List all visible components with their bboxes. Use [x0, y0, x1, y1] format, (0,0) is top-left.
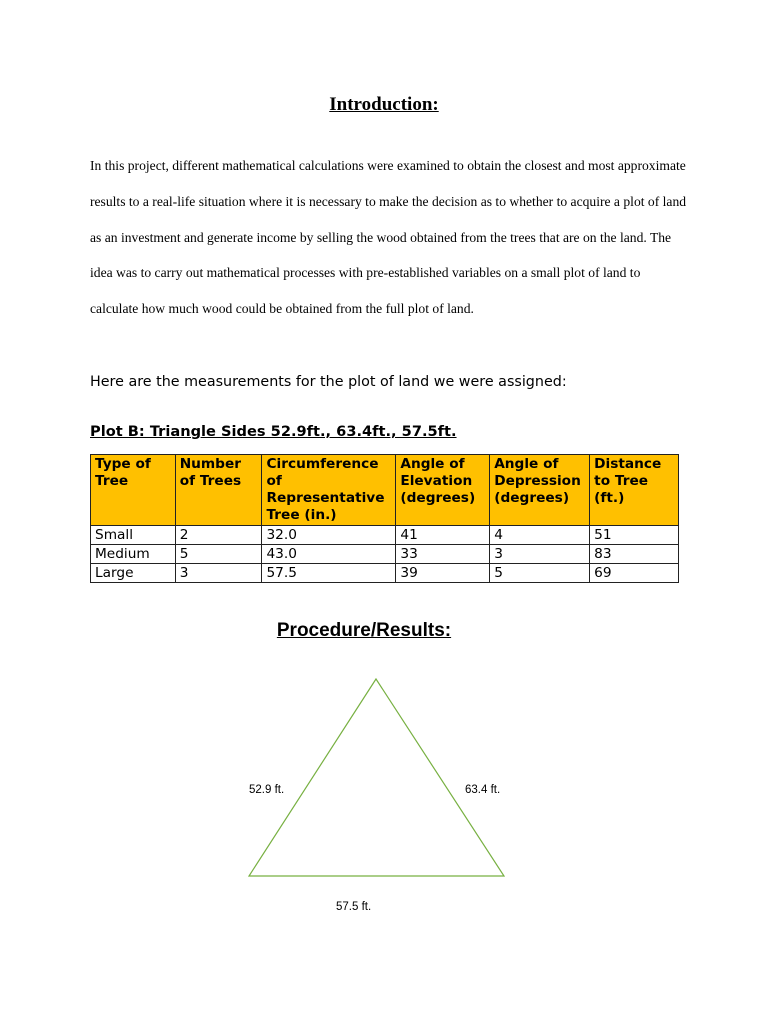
table-cell: 33: [396, 545, 490, 564]
table-cell: 41: [396, 526, 490, 545]
header-type-of-tree: Type of Tree: [91, 455, 176, 526]
table-cell: 5: [175, 545, 262, 564]
measurements-intro: Here are the measurements for the plot of land we were assigned:: [90, 374, 567, 390]
table-cell: 83: [590, 545, 679, 564]
table-cell: Large: [91, 564, 176, 583]
header-number-of-trees: Number of Trees: [175, 455, 262, 526]
plot-title: Plot B: Triangle Sides 52.9ft., 63.4ft., 57.5ft.: [90, 423, 457, 440]
table-cell: 4: [490, 526, 590, 545]
header-angle-of-elevation: Angle of Elevation (degrees): [396, 455, 490, 526]
triangle-shape: [249, 679, 504, 876]
table-cell: Medium: [91, 545, 176, 564]
table-cell: 3: [175, 564, 262, 583]
table-cell: 43.0: [262, 545, 396, 564]
table-cell: 3: [490, 545, 590, 564]
table-cell: 5: [490, 564, 590, 583]
header-distance-to-tree: Distance to Tree (ft.): [590, 455, 679, 526]
table-cell: 69: [590, 564, 679, 583]
procedure-results-heading: Procedure/Results:: [276, 620, 452, 641]
triangle-left-side-label: 52.9 ft.: [249, 784, 285, 796]
introduction-paragraph: In this project, different mathematical calculations were examined to obtain the closest and most approximate results to a real-life situation where it is necessary to make the decision as to whether to acquire a plot of land as an investment and generate income by selling the wood obtained from the trees that are on the land. The idea was to carry out mathematical processes with pre-established variables on a small plot of land to calculate how much wood could be obtained from the full plot of land.: [90, 158, 687, 317]
table-cell: 32.0: [262, 526, 396, 545]
table-cell: 57.5: [262, 564, 396, 583]
table-cell: Small: [91, 526, 176, 545]
table-cell: 39: [396, 564, 490, 583]
table-cell: 2: [175, 526, 262, 545]
header-circumference: Circumference of Representative Tree (in.): [262, 455, 396, 526]
table-cell: 51: [590, 526, 679, 545]
triangle-bottom-side-label: 57.5 ft.: [336, 901, 372, 913]
triangle-right-side-label: 63.4 ft.: [465, 784, 501, 796]
introduction-heading: Introduction:: [329, 94, 439, 115]
header-angle-of-depression: Angle of Depression (degrees): [490, 455, 590, 526]
